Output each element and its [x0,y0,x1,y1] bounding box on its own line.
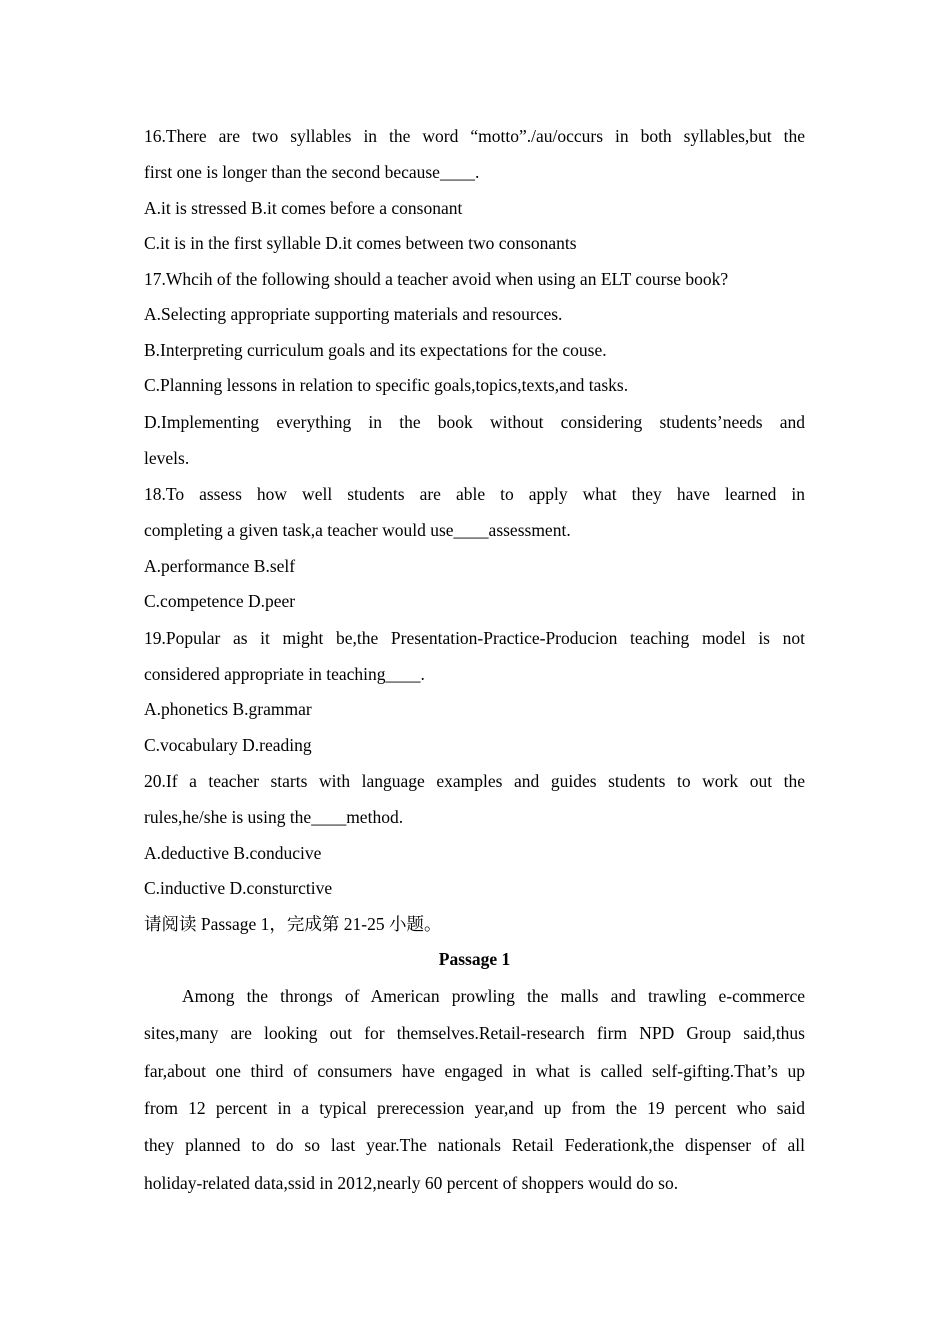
question-stem-line: 17.Whcih of the following should a teacher avoid when using an ELT course book? [144,268,729,289]
question-20 [144,763,805,907]
question-19 [144,620,805,764]
question-stem-line: 20.If a teacher starts with language examples and guides students to work out the [144,771,805,791]
question-option-line: A.deductive B.conducive [144,842,322,863]
question-stem-line: 19.Popular as it might be,the Presentation-Practice-Producion teaching model is not [144,627,805,648]
question-option-line: C.competence D.peer [144,591,296,611]
passage-line: from 12 percent in a typical prerecession year,and up from the 19 percent who said [144,1097,805,1118]
passage-line: far,about one third of consumers have engaged in what is called self-gifting.That’s up [144,1060,805,1081]
question-stem-line: completing a given task,a teacher would use____assessment. [144,520,571,540]
question-18 [144,476,805,620]
question-option-line: levels. [144,447,190,468]
question-option-line: D.Implementing everything in the book without considering students’needs and [144,411,805,432]
passage-title: Passage 1 [438,949,511,970]
question-stem-line: rules,he/she is using the____method. [144,807,404,827]
question-option-line: C.vocabulary D.reading [144,734,312,755]
question-option-line: C.Planning lessons in relation to specific goals,topics,texts,and tasks. [144,375,629,395]
question-stem-line: first one is longer than the second because____. [144,162,480,182]
question-stem-line: considered appropriate in teaching____. [144,663,425,684]
question-option-line: C.inductive D.consturctive [144,878,333,898]
reading-instruction: 请阅读 Passage 1，完成第 21-25 小题。 [144,913,442,934]
document-page [144,118,805,1202]
question-stem-line: 18.To assess how well students are able to apply what they have learned in [144,484,805,504]
question-option-line: A.it is stressed B.it comes before a consonant [144,197,463,218]
question-stem-line: 16.There are two syllables in the word “motto”./au/occurs in both syllables,but the [144,126,805,146]
passage-line: Among the throngs of American prowling the malls and trawling e-commerce [182,986,805,1007]
passage-line: they planned to do so last year.The nationals Retail Federationk,the dispenser of all [144,1135,805,1156]
passage-line: holiday-related data,ssid in 2012,nearly 60 percent of shoppers would do so. [144,1172,679,1193]
question-16 [144,118,805,262]
question-option-line: B.Interpreting curriculum goals and its expectations for the couse. [144,339,607,360]
question-option-line: A.performance B.self [144,555,296,576]
question-17 [144,262,805,477]
passage-body [144,978,805,1202]
question-option-line: C.it is in the first syllable D.it comes between two consonants [144,233,577,253]
question-option-line: A.phonetics B.grammar [144,699,312,719]
question-option-line: A.Selecting appropriate supporting materials and resources. [144,304,563,324]
passage-line: sites,many are looking out for themselves.Retail-research firm NPD Group said,thus [144,1023,805,1044]
